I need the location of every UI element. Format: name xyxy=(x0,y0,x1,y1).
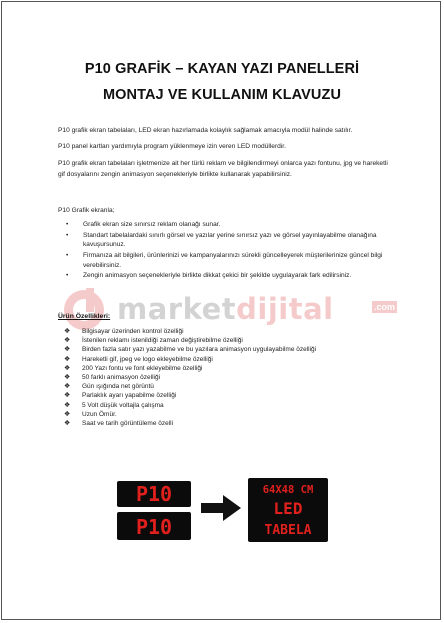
list-item: ❖ Bilgisayar üzerinden kontrol özelliği xyxy=(64,328,184,335)
diamond-bullet-icon: ❖ xyxy=(64,410,71,418)
list-item: ❖ Uzun Ömür. xyxy=(64,410,117,418)
list-item: • Grafik ekran size sınırsız reklam olanağı sunar. xyxy=(66,221,221,228)
list-item: ❖ 200 Yazı fontu ve font ekleyebilme özelliği xyxy=(64,364,203,372)
paragraph-list-intro: P10 Grafik ekranla; xyxy=(58,207,115,214)
features-list xyxy=(64,327,384,428)
list-item: ❖ 50 farklı animasyon özelliği xyxy=(64,374,161,382)
list-item: ❖ Gün ışığında net görüntü xyxy=(64,383,154,391)
bullet-icon: • xyxy=(66,272,69,280)
list-item: • Standart tabelalardaki sınırlı görsel ve yazılar yerine sınırsız yazı ve görsel yayınlayabilme olanağına kavuşursunuz. xyxy=(66,231,377,249)
features-heading: Ürün Özellikleri: xyxy=(58,313,111,320)
list-item: ❖ Parlaklık ayarı yapabilme özelliği xyxy=(64,392,177,400)
list-item: ❖ Birden fazla satır yazı yazabilme ve bu yazılara animasyon uygulayabilme özelliği xyxy=(64,346,317,354)
list-item: • Firmanıza ait bilgileri, ürünlerinizi ve kampanyalarınızı sürekli güncelleyerek müşterilerinize güncel bilgi verebilirsiniz. xyxy=(66,251,383,269)
led-display-line-3: TABELA xyxy=(264,523,312,538)
led-panel-top-text: P10 xyxy=(135,482,173,506)
list-item: ❖ Hareketli gif, jpeg ve logo ekleyebilme özelliği xyxy=(64,355,213,363)
document-title-line-2: MONTAJ VE KULLANIM KLAVUZU xyxy=(102,87,342,103)
list-item: • Zengin animasyon seçenekleriyle birlikte dikkat çekici bir şekilde uygulayarak fark edilirsiniz. xyxy=(66,272,352,280)
diamond-bullet-icon: ❖ xyxy=(64,328,71,335)
led-display-line-2: LED xyxy=(273,499,303,518)
bullet-icon: • xyxy=(66,231,69,239)
watermark-logo: marketdijital .com xyxy=(62,284,392,334)
led-display-image xyxy=(248,478,328,542)
diamond-bullet-icon: ❖ xyxy=(64,383,71,391)
diamond-bullet-icon: ❖ xyxy=(64,355,71,363)
led-panel-image-bottom xyxy=(117,512,191,540)
bullet-icon: • xyxy=(66,221,69,228)
benefits-list xyxy=(62,220,392,282)
list-item: ❖ Saat ve tarih görüntüleme özelli xyxy=(64,420,174,428)
led-panel-bottom-text: P10 xyxy=(135,515,173,539)
paragraph-intro: P10 grafik ekran tabelaları, LED ekran hazırlamada kolaylık sağlamak amacıyla modül halinde satılır. xyxy=(58,127,353,134)
diamond-bullet-icon: ❖ xyxy=(64,364,71,372)
arrow-right-icon xyxy=(199,493,243,523)
list-item: ❖ İstenilen reklamı istenildiği zaman değiştirebilme özelliği xyxy=(64,337,243,345)
document-title-line-1: P10 GRAFİK – KAYAN YAZI PANELLERİ xyxy=(84,61,360,77)
led-display-line-1: 64X48 CM xyxy=(262,484,314,496)
diamond-bullet-icon: ❖ xyxy=(64,346,71,354)
paragraph-panel-cards: P10 panel kartları yardımıyla program yüklenmeye izin veren LED modüllerdir. xyxy=(58,143,286,150)
list-item: ❖ 5 Volt düşük voltajla çalışma xyxy=(64,401,164,409)
diamond-bullet-icon: ❖ xyxy=(64,392,71,400)
led-panel-image-top xyxy=(117,481,191,507)
paragraph-usage: P10 grafik ekran tabelaları işletmenize ait her türlü reklam ve bilgilendirmeyi onlarca yazı fontunu, jpg ve hareketli gif dosyalarını zengin animasyon seçenekleriyle birlikte kullanarak yapabilirsiniz. xyxy=(58,160,388,178)
diamond-bullet-icon: ❖ xyxy=(64,337,71,345)
diamond-bullet-icon: ❖ xyxy=(64,420,71,428)
diamond-bullet-icon: ❖ xyxy=(64,401,71,409)
bullet-icon: • xyxy=(66,251,69,259)
diamond-bullet-icon: ❖ xyxy=(64,374,71,382)
